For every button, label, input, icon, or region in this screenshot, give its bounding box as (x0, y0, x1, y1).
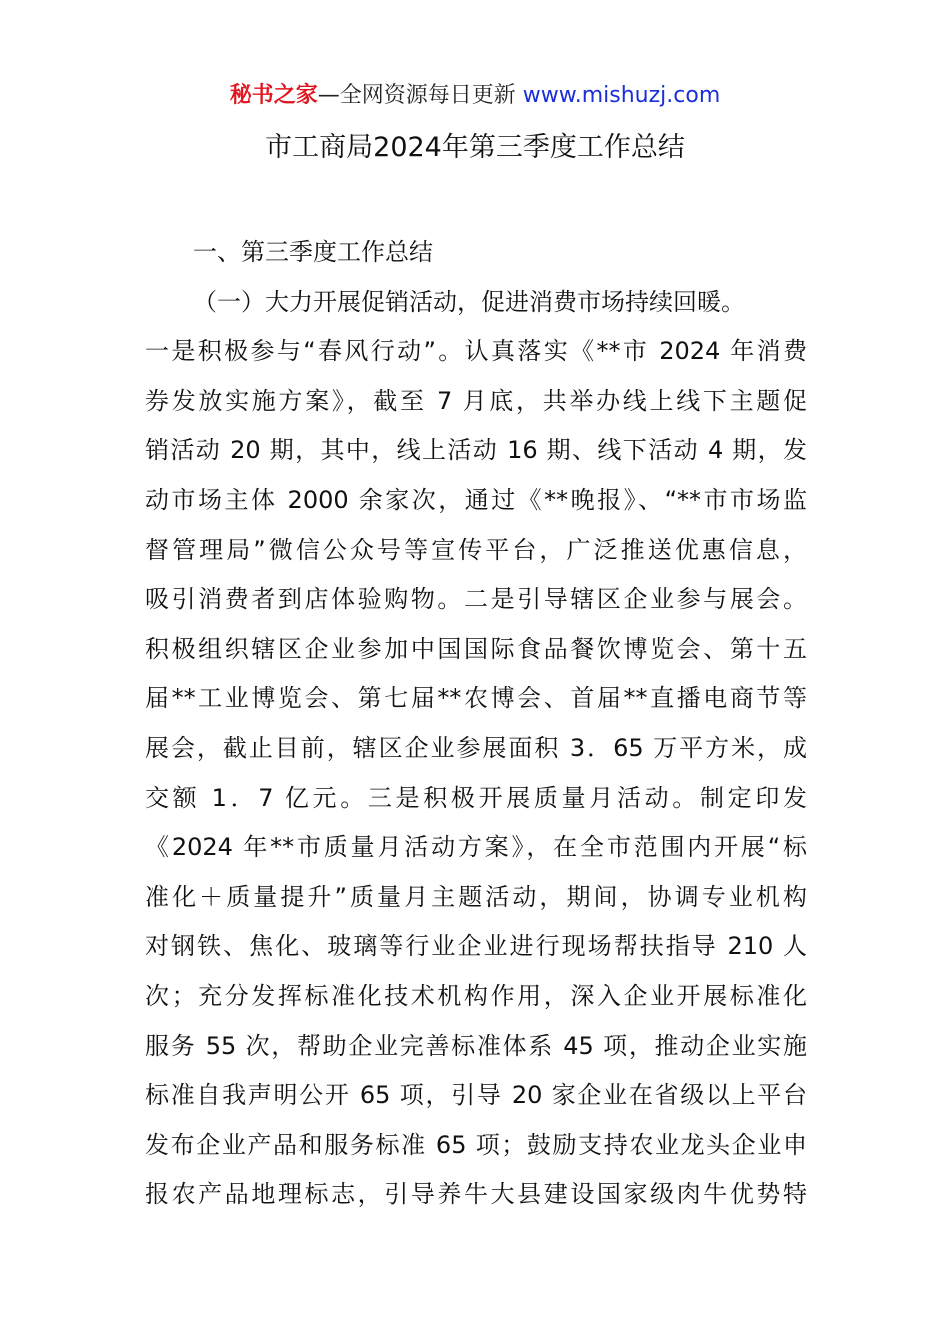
body-line: 吸引消费者到店体验购物。二是引导辖区企业参与展会。 (145, 585, 807, 614)
body-line: 交额 1．7 亿元。三是积极开展质量月活动。制定印发 (145, 783, 807, 812)
subsection-heading: （一）大力开展促销活动，促进消费市场持续回暖。 (193, 287, 745, 316)
site-brand: 秘书之家 (229, 83, 318, 108)
body-line: 对钢铁、焦化、玻璃等行业企业进行现场帮扶指导 210 人 (145, 932, 807, 961)
document-title: 市工商局2024年第三季度工作总结 (265, 132, 685, 163)
body-line: 届**工业博览会、第七届**农博会、首届**直播电商节等 (145, 684, 807, 713)
body-line: 准化＋质量提升”质量月主题活动，期间，协调专业机构 (145, 882, 807, 911)
section-heading: 一、第三季度工作总结 (193, 238, 433, 266)
body-line: 动市场主体 2000 余家次，通过《**晚报》、“**市市场监 (145, 485, 807, 514)
body-line: 券发放实施方案》，截至 7 月底，共举办线上线下主题促 (145, 386, 807, 415)
site-url[interactable]: www.mishuzj.com (522, 83, 721, 108)
body-line: 标准自我声明公开 65 项，引导 20 家企业在省级以上平台 (145, 1081, 807, 1110)
body-line: 《2024 年**市质量月活动方案》，在全市范围内开展“标 (145, 833, 807, 862)
body-line: 展会，截止目前，辖区企业参展面积 3．65 万平方米，成 (145, 733, 807, 762)
body-line: 服务 55 次，帮助企业完善标准体系 45 项，推动企业实施 (145, 1031, 807, 1060)
body-line: 一是积极参与“春风行动”。认真落实《**市 2024 年消费 (145, 337, 807, 366)
body-line: 销活动 20 期，其中，线上活动 16 期、线下活动 4 期，发 (145, 436, 807, 465)
body-line: 次；充分发挥标准化技术机构作用，深入企业开展标准化 (145, 981, 807, 1010)
body-line: 督管理局”微信公众号等宣传平台，广泛推送优惠信息， (145, 535, 807, 564)
site-header (0, 80, 950, 112)
document-body (145, 228, 807, 1220)
body-line: 积极组织辖区企业参加中国国际食品餐饮博览会、第十五 (145, 634, 807, 663)
body-line: 报农产品地理标志，引导养牛大县建设国家级肉牛优势特 (145, 1180, 807, 1209)
body-line: 发布企业产品和服务标准 65 项；鼓励支持农业龙头企业申 (145, 1130, 807, 1159)
site-tagline: —全网资源每日更新 (317, 83, 523, 108)
